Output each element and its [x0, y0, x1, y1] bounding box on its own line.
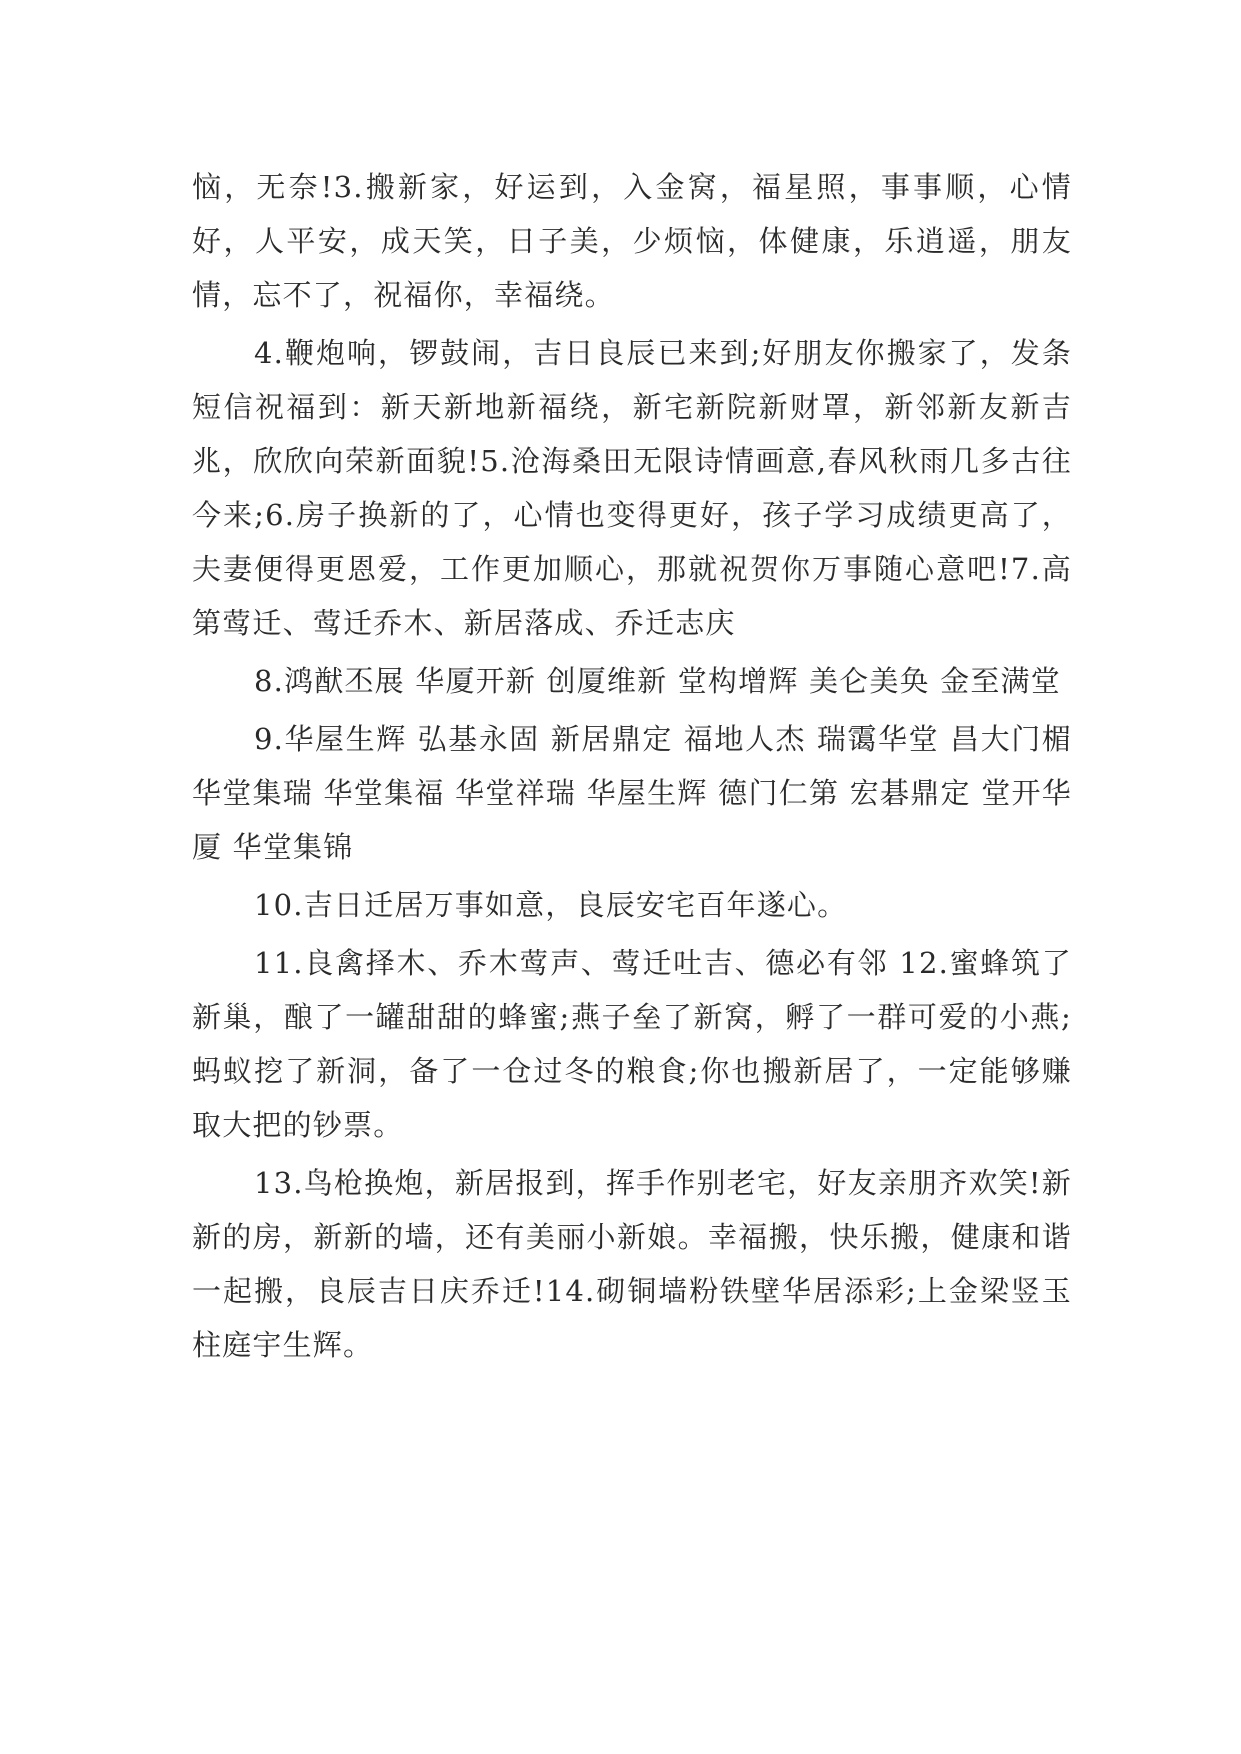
paragraph-item-9: 9.华屋生辉 弘基永固 新居鼎定 福地人杰 瑞霭华堂 昌大门楣 华堂集瑞 华堂集福 华堂祥瑞 华屋生辉 德门仁第 宏碁鼎定 堂开华厦 华堂集锦	[192, 722, 1072, 864]
paragraph-item-13: 13.鸟枪换炮，新居报到，挥手作别老宅，好友亲朋齐欢笑!新新的房，新新的墙，还有美丽小新娘。幸福搬，快乐搬，健康和谐一起搬，良辰吉日庆乔迁!14.砌铜墙粉铁壁华居添彩;上金梁竖玉柱庭宇生辉。	[192, 1166, 1072, 1362]
paragraph-continuation: 恼，无奈!3.搬新家，好运到，入金窝，福星照，事事顺，心情好，人平安，成天笑，日子美，少烦恼，体健康，乐逍遥，朋友情，忘不了，祝福你，幸福绕。	[192, 170, 1072, 312]
paragraph-item-8: 8.鸿猷丕展 华厦开新 创厦维新 堂构增辉 美仑美奂 金至满堂	[254, 664, 1061, 698]
paragraph-item-11: 11.良禽择木、乔木莺声、莺迁吐吉、德必有邻 12.蜜蜂筑了新巢，酿了一罐甜甜的蜂蜜;燕子垒了新窝，孵了一群可爱的小燕;蚂蚁挖了新洞，备了一仓过冬的粮食;你也搬新居了，一定能够赚取大把的钞票。	[192, 946, 1072, 1142]
document-body	[192, 160, 1072, 1376]
paragraph-item-4: 4.鞭炮响，锣鼓闹，吉日良辰已来到;好朋友你搬家了，发条短信祝福到：新天新地新福绕，新宅新院新财罩，新邻新友新吉兆，欣欣向荣新面貌!5.沧海桑田无限诗情画意,春风秋雨几多古往今来;6.房子换新的了，心情也变得更好，孩子学习成绩更高了，夫妻便得更恩爱，工作更加顺心，那就祝贺你万事随心意吧!7.高第莺迁、莺迁乔木、新居落成、乔迁志庆	[192, 336, 1072, 640]
paragraph-item-10: 10.吉日迁居万事如意，良辰安宅百年遂心。	[254, 888, 848, 922]
